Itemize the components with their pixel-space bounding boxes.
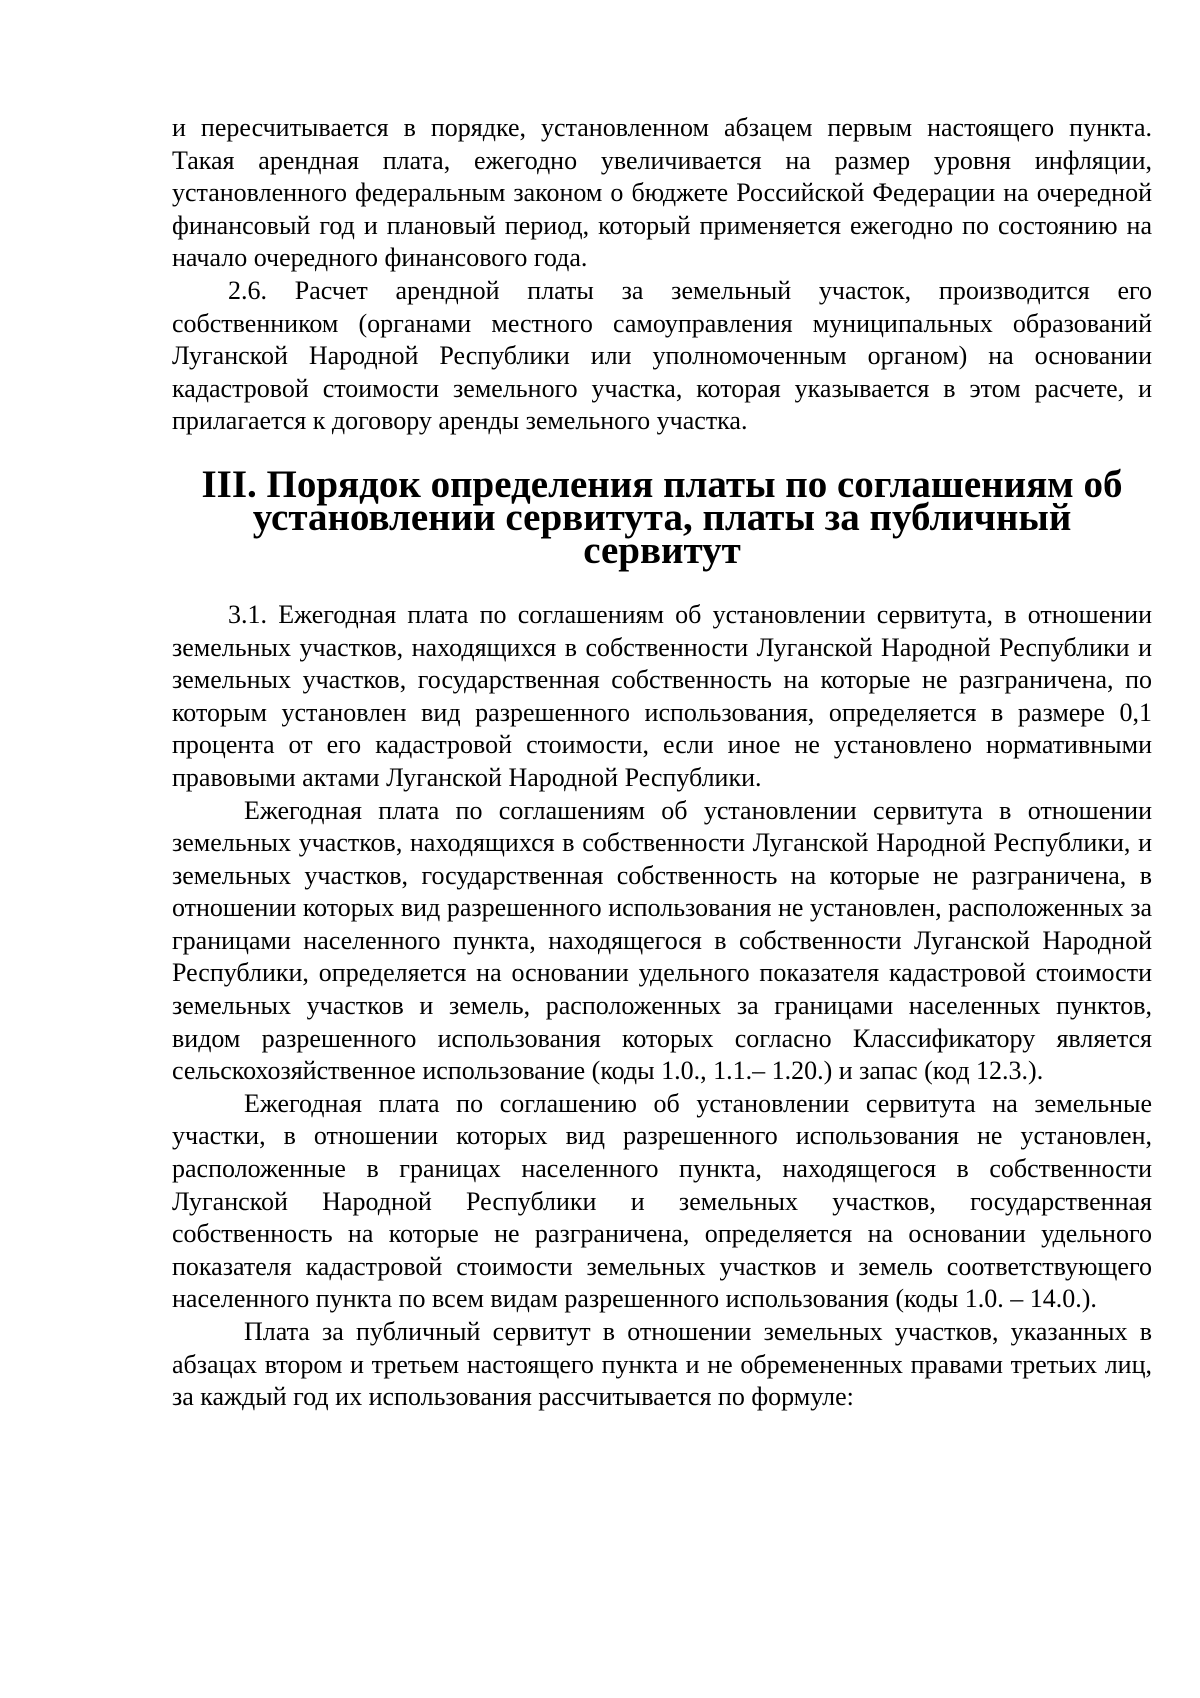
paragraph-servitude-outside-settlement: Ежегодная плата по соглашениям об установлении сервитута в отношении земельных участков, находящихся в собственности Луганской Народной Республики, и земельных участков, государственная собственность на которые не разграничена, в отношении которых вид разрешенного использования не установлен, расположенных за границами населенного пункта, находящегося в собственности Луганской Народной Республики, определяется на основании удельного показателя кадастровой стоимости земельных участков и земель, расположенных за границами населенных пунктов, видом разрешенного использования которых согласно Классификатору является сельскохозяйственное использование (коды 1.0., 1.1.– 1.20.) и запас (код 12.3.). xyxy=(172,795,1152,1086)
document-page xyxy=(172,112,1152,1414)
section-title: III. Порядок определения платы по соглашениям об установлении сервитута, платы за публичный сервитут xyxy=(201,462,1123,572)
paragraph-2-6: 2.6. Расчет арендной платы за земельный участок, производится его собственником (органами местного самоуправления муниципальных образований Луганской Народной Республики или уполномоченным органом) на основании кадастровой стоимости земельного участка, которая указывается в этом расчете, и прилагается к договору аренды земельного участка. xyxy=(172,275,1152,436)
paragraph-servitude-inside-settlement: Ежегодная плата по соглашению об установлении сервитута на земельные участки, в отношении которых вид разрешенного использования не установлен, расположенные в границах населенного пункта, находящегося в собственности Луганской Народной Республики и земельных участков, государственная собственность на которые не разграничена, определяется на основании удельного показателя кадастровой стоимости земельных участков и земель соответствующего населенного пункта по всем видам разрешенного использования (коды 1.0. – 14.0.). xyxy=(172,1088,1152,1314)
paragraph-public-servitude: Плата за публичный сервитут в отношении земельных участков, указанных в абзацах втором и третьем настоящего пункта и не обремененных правами третьих лиц, за каждый год их использования рассчитывается по формуле: xyxy=(172,1317,1152,1412)
paragraph-continuation: и пересчитывается в порядке, установленном абзацем первым настоящего пункта. Такая арендная плата, ежегодно увеличивается на размер уровня инфляции, установленного федеральным законом о бюджете Российской Федерации на очередной финансовый год и плановый период, который применяется ежегодно по состоянию на начало очередного финансового года. xyxy=(172,113,1152,273)
paragraph-3-1: 3.1. Ежегодная плата по соглашениям об установлении сервитута, в отношении земельных участков, находящихся в собственности Луганской Народной Республики и земельных участков, государственная собственность на которые не разграничена, по которым установлен вид разрешенного использования, определяется в размере 0,1 процента от его кадастровой стоимости, если иное не установлено нормативными правовыми актами Луганской Народной Республики. xyxy=(172,599,1152,792)
